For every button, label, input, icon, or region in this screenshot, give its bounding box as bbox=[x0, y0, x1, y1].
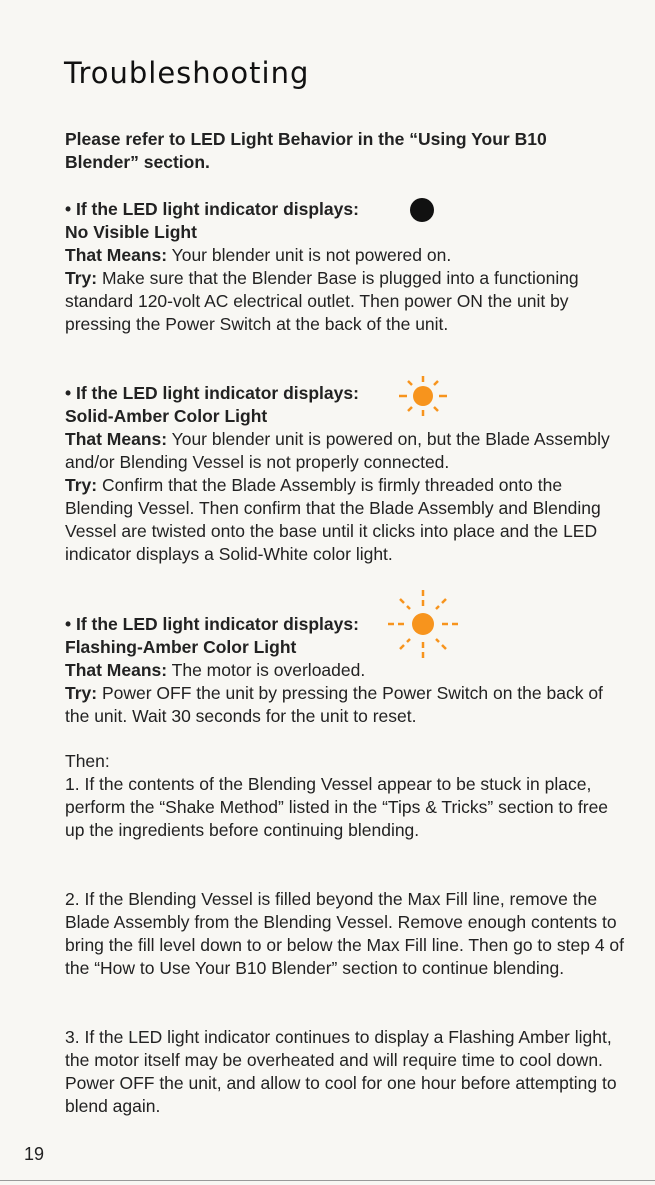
section-3-indicator: • If the LED light indicator displays: bbox=[65, 614, 359, 634]
step-1: 1. If the contents of the Blending Vessel appear to be stuck in place, perform the “Shake Method” listed in the “Tips & Tricks” section to free up the ingredients before continuing blending. bbox=[65, 774, 609, 840]
section-3-try bbox=[65, 682, 625, 728]
section-2-state: Solid-Amber Color Light bbox=[65, 406, 268, 426]
section-1-state: No Visible Light bbox=[65, 222, 197, 242]
then-label: Then: bbox=[65, 751, 110, 771]
section-1-try bbox=[65, 267, 625, 336]
that-means-label: That Means: bbox=[65, 429, 168, 449]
section-1-try-text: Make sure that the Blender Base is plugged into a functioning standard 120-volt AC electrical outlet. Then power ON the unit by pressing the Power Switch at the back of the unit. bbox=[65, 268, 579, 334]
section-3-state: Flashing-Amber Color Light bbox=[65, 637, 297, 657]
section-2-means-text: Your blender unit is powered on, but the Blade Assembly and/or Blending Vessel is not properly connected. bbox=[65, 429, 610, 472]
section-3-means bbox=[65, 659, 625, 682]
section-2-try bbox=[65, 474, 625, 566]
led-off-icon bbox=[409, 197, 435, 223]
that-means-label: That Means: bbox=[65, 245, 168, 265]
page-title: Troubleshooting bbox=[64, 56, 310, 90]
footer-divider bbox=[0, 1180, 655, 1181]
section-2-indicator: • If the LED light indicator displays: bbox=[65, 383, 359, 403]
section-1-means-text: Your blender unit is not powered on. bbox=[167, 245, 452, 265]
step-2: 2. If the Blending Vessel is filled beyond the Max Fill line, remove the Blade Assembly from the Blending Vessel. Remove enough contents to bring the fill level down to or below the Max Fill line. Then go to step 4 of the “How to Use Your B10 Blender” section to continue blending. bbox=[65, 889, 625, 978]
that-means-label: That Means: bbox=[65, 660, 168, 680]
section-2-try-text: Confirm that the Blade Assembly is firmly threaded onto the Blending Vessel. Then confirm that the Blade Assembly and Blending Vessel are twisted onto the base until it clicks into place and the LED indicator displays a Solid-White color light. bbox=[65, 475, 601, 564]
try-label: Try: bbox=[65, 268, 98, 288]
section-2-means bbox=[65, 428, 625, 474]
intro-note: Please refer to LED Light Behavior in the “Using Your B10 Blender” section. bbox=[65, 129, 547, 172]
section-1-means bbox=[65, 244, 625, 267]
section-3-try-text: Power OFF the unit by pressing the Power Switch on the back of the unit. Wait 30 seconds for the unit to reset. bbox=[65, 683, 603, 726]
section-1-indicator: • If the LED light indicator displays: bbox=[65, 199, 359, 219]
page-number: 19 bbox=[24, 1144, 45, 1164]
step-3: 3. If the LED light indicator continues to display a Flashing Amber light, the motor itself may be overheated and will require time to cool down. Power OFF the unit, and allow to cool for one hour before attempting to blend again. bbox=[65, 1027, 617, 1116]
try-label: Try: bbox=[65, 683, 98, 703]
section-3-means-text: The motor is overloaded. bbox=[167, 660, 366, 680]
try-label: Try: bbox=[65, 475, 98, 495]
